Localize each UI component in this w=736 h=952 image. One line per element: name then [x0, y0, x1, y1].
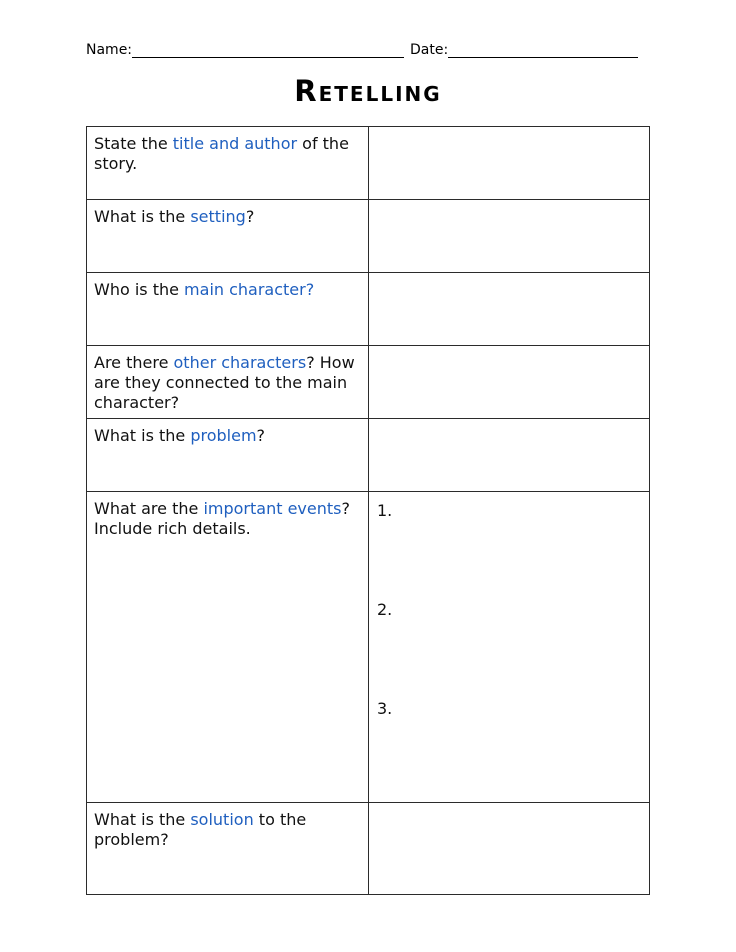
- name-field[interactable]: [132, 43, 404, 58]
- question-cell: [87, 346, 369, 418]
- question-text: What is the: [94, 810, 191, 829]
- table-row-setting: [87, 200, 649, 273]
- question-cell: [87, 419, 369, 491]
- date-field[interactable]: [448, 43, 638, 58]
- question-text: of the story.: [94, 134, 349, 173]
- question-keyword: main character?: [184, 280, 315, 299]
- event-number: 3.: [377, 699, 393, 718]
- table-row-title-author: [87, 127, 649, 200]
- question-text: Are there: [94, 353, 174, 372]
- table-row-important-events: [87, 492, 649, 803]
- question-text: State the: [94, 134, 173, 153]
- question-keyword: solution: [190, 810, 254, 829]
- answer-cell[interactable]: [369, 273, 649, 345]
- question-cell: [87, 492, 369, 802]
- question-text: What is the: [94, 207, 191, 226]
- question-text: Who is the: [94, 280, 185, 299]
- question-text: to the problem?: [94, 810, 307, 849]
- answer-cell[interactable]: [369, 492, 649, 802]
- table-row-problem: [87, 419, 649, 492]
- question-keyword: other characters: [173, 353, 307, 372]
- answer-cell[interactable]: [369, 127, 649, 199]
- question-text: ? Include rich details.: [94, 499, 350, 538]
- answer-cell[interactable]: [369, 200, 649, 272]
- question-keyword: title and author: [172, 134, 298, 153]
- question-text: What is the: [94, 426, 191, 445]
- question-cell: [87, 200, 369, 272]
- question-cell: [87, 273, 369, 345]
- answer-cell[interactable]: [369, 419, 649, 491]
- question-keyword: problem: [190, 426, 257, 445]
- page-title: Retelling: [294, 74, 442, 108]
- event-number: 1.: [377, 501, 393, 520]
- table-row-main-character: [87, 273, 649, 346]
- question-text: ?: [256, 426, 266, 445]
- question-text: What are the: [94, 499, 204, 518]
- table-row-other-characters: [87, 346, 649, 419]
- question-cell: [87, 803, 369, 895]
- event-number: 2.: [377, 600, 393, 619]
- question-keyword: setting: [190, 207, 246, 226]
- date-label: Date:: [410, 42, 449, 58]
- retelling-table: [86, 126, 650, 895]
- name-date-line: [86, 42, 638, 64]
- question-text: ? How are they connected to the main character?: [94, 353, 355, 412]
- question-text: ?: [245, 207, 255, 226]
- question-cell: [87, 127, 369, 199]
- table-row-solution: [87, 803, 649, 895]
- answer-cell[interactable]: [369, 346, 649, 418]
- answer-cell[interactable]: [369, 803, 649, 895]
- name-label: Name:: [86, 42, 133, 58]
- question-keyword: important events: [203, 499, 342, 518]
